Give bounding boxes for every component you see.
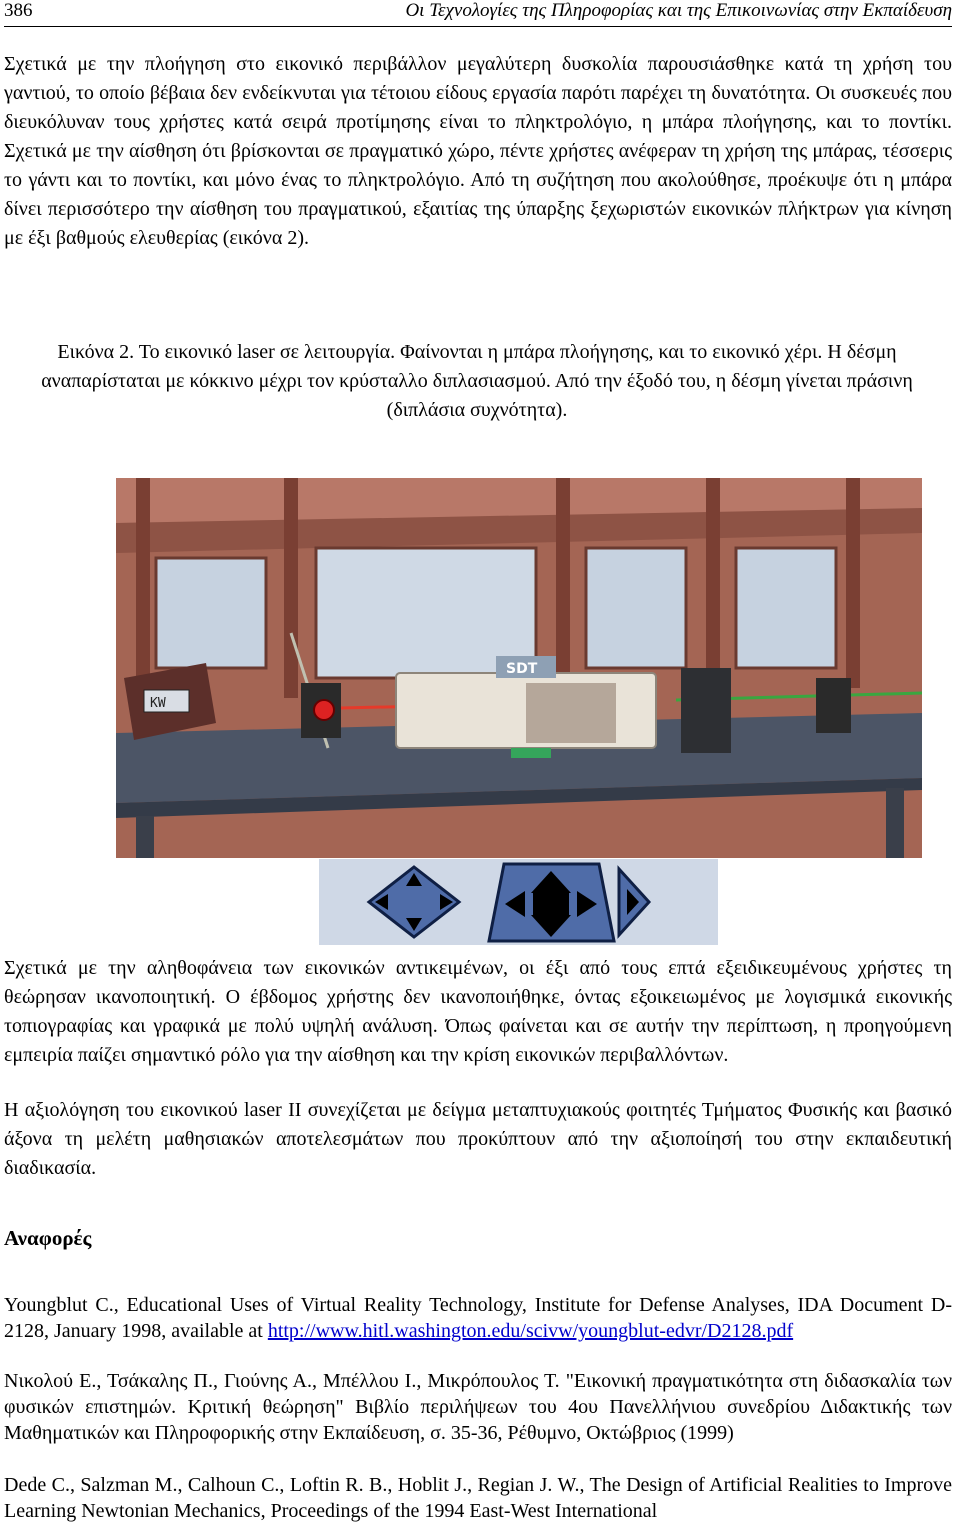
paragraph-realism: Σχετικά με την αληθοφάνεια των εικονικών αντικειμένων, οι έξι από τους επτά εξειδικευμένους χρήστες τη θεώρησαν ικανοποιητική. Ο έβδομος χρήστης δεν ικανοποιήθηκε, όντας εξοικειωμένος με λογισμικά εικονικής τοπιογραφίας και γραφικά με πολύ υψηλή ανάλυση. Όπως φαίνεται και σε αυτήν την περίπτωση, η προηγούμενη εμπειρία παίζει σημαντικό ρόλο για την αίσθηση και την κρίση εικονικών περιβαλλόντων. [4, 957, 952, 1066]
running-header [4, 0, 952, 27]
reference-youngblut [4, 1292, 952, 1344]
table-leg [136, 816, 154, 858]
reference-link[interactable]: http://www.hitl.washington.edu/scivw/youngblut-edvr/D2128.pdf [267, 1320, 794, 1342]
navigation-bar[interactable] [319, 859, 718, 945]
virtual-laser-scene [116, 478, 922, 858]
page-number: 386 [4, 0, 33, 21]
reference-text: Youngblut C., Educational Uses of Virtual Reality Technology, Institute for Defense Analyses, IDA Document D-2128, January 1998, available at [4, 1294, 952, 1342]
reference-nikolou: Νικολού Ε., Τσάκαλης Π., Γιούνης Α., Μπέλλου Ι., Μικρόπουλος Τ. "Εικονική πραγματικότητα στη διδασκαλία των φυσικών επιστημών. Κριτική θεώρηση" Βιβλίο περιλήψεων του 4ου Πανελλήνιου συνεδρίου Διδακτικής των Μαθηματικών και Πληροφορικής στην Εκπαίδευση, σ. 35-36, Ρέθυμνο, Οκτώβριος (1999) [4, 1370, 952, 1444]
paragraph-evaluation: Η αξιολόγηση του εικονικού laser II συνεχίζεται με δείγμα μεταπτυχιακούς φοιτητές Τμήματος Φυσικής και βασικό άξονα τη μελέτη μαθησιακών αποτελεσμάτων που προκύπτουν από την αξιοποίησή του στην εκπαιδευτική διαδικασία. [4, 1099, 952, 1179]
table-leg [886, 788, 904, 858]
references-heading: Αναφορές [4, 1226, 92, 1250]
journal-title: Οι Τεχνολογίες της Πληροφορίας και της Επικοινωνίας στην Εκπαίδευση [405, 0, 952, 21]
rotate-arrows-icon[interactable] [489, 864, 614, 941]
cavity-label: SDT [506, 661, 538, 677]
detector [816, 678, 851, 733]
reference-dede: Dede C., Salzman M., Calhoun C., Loftin R. B., Hoblit J., Regian J. W., The Design of Artificial Realities to Improve Learning Newtonian Mechanics, Proceedings of the 1994 East-West International [4, 1474, 952, 1522]
figure-caption: Εικόνα 2. Το εικονικό laser σε λειτουργία. Φαίνονται η μπάρα πλοήγησης, και το εικονικό χέρι. Η δέσμη αναπαρίσταται με κόκκινο μέχρι τον κρύσταλλο διπλασιασμού. Από την έξοδό του, η δέσμη γίνεται πράσινη (διπλάσια συχνότητα). [41, 341, 913, 421]
crystal-mount [681, 668, 731, 753]
paragraph-navigation: Σχετικά με την πλοήγηση στο εικονικό περιβάλλον μεγαλύτερη δυσκολία παρουσιάσθηκε κατά τη χρήση του γαντιού, το οποίο βέβαια δεν ενδείκνυται για τέτοιου είδους εργασία παρότι παρέχει τη δυνατότητα. Οι συσκευές που διευκόλυναν τους χρήστες κατά σειρά προτίμησης είναι το πληκτρολόγιο, η μπάρα πλοήγησης, και το ποντίκι. Σχετικά με την αίσθηση ότι βρίσκονται σε πραγματικό χώρο, πέντε χρήστες ανέφεραν τη χρήση της μπάρας, τέσσερις το γάντι και το ποντίκι, και μόνο ένας το πληκτρολόγιο. Από τη συζήτηση που ακολούθησε, προέκυψε ότι η μπάρα δίνει περισσότερο την αίσθηση του πραγματικού, εξαιτίας της ύπαρξης ξεχωριστών εικονικών πλήκτρων για κίνηση με έξι βαθμούς ελευθερίας (εικόνα 2). [4, 53, 952, 249]
panel-label: KW [150, 696, 166, 711]
